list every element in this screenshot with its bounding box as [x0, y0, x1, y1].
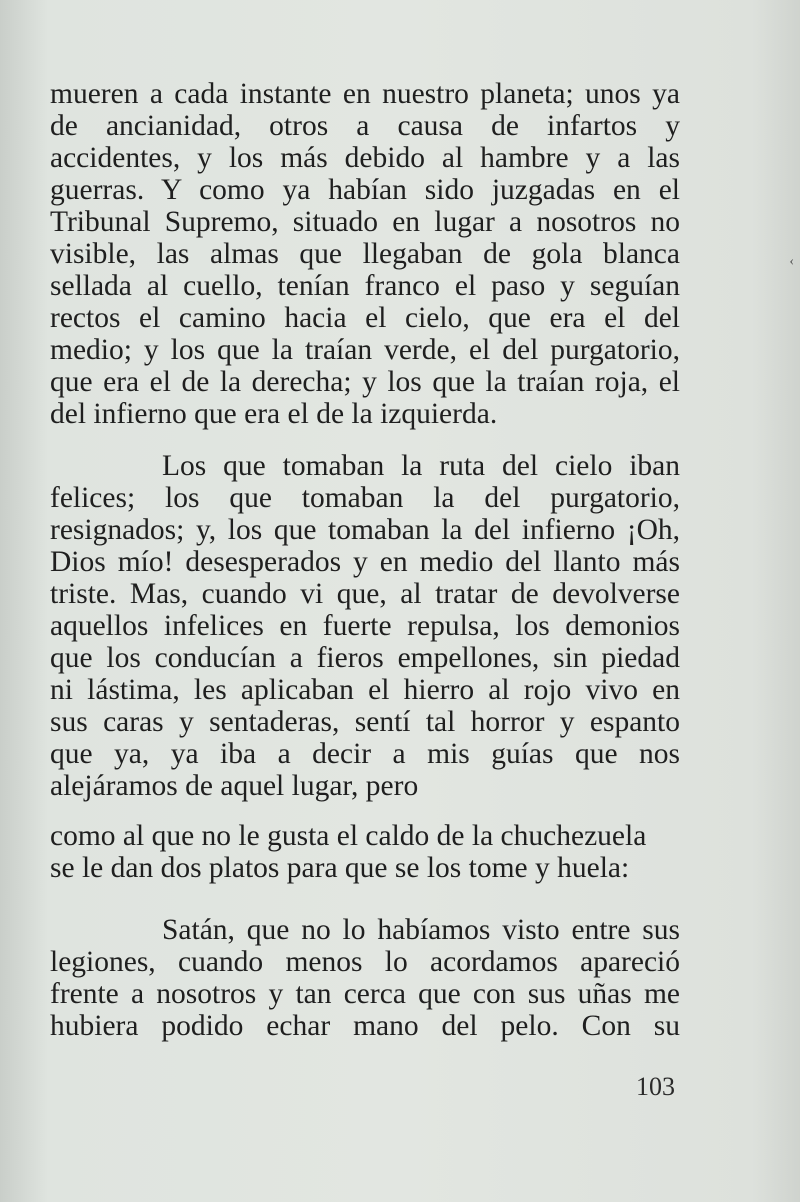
text-line: rectos el camino hacia el cielo, que era el del: [50, 302, 680, 334]
text-line: del infierno que era el de la izquierda.: [50, 398, 498, 430]
text-line: accidentes, y los más debido al hambre y a las: [50, 142, 680, 174]
text-line: medio; y los que la traían verde, el del purgatorio,: [50, 334, 680, 366]
text-line: visible, las almas que llegaban de gola blanca: [50, 238, 680, 270]
text-line: que los conducían a fieros empellones, sin piedad: [50, 642, 680, 674]
paragraph-2: [50, 450, 680, 802]
paragraph-4: [50, 914, 680, 1042]
text-line: sellada al cuello, tenían franco el paso y seguían: [50, 270, 680, 302]
text-line: sus caras y sentaderas, sentí tal horror y espanto: [50, 706, 680, 738]
page-number: 103: [636, 1072, 675, 1101]
paragraph-1: [50, 78, 680, 430]
text-line: hubiera podido echar mano del pelo. Con su: [50, 1010, 680, 1042]
text-line: triste. Mas, cuando vi que, al tratar de devolverse: [50, 578, 680, 610]
text-line: que era el de la derecha; y los que la traían roja, el: [50, 366, 680, 398]
text-line: Satán, que no lo habíamos visto entre sus: [162, 914, 680, 946]
text-line: Tribunal Supremo, situado en lugar a nosotros no: [50, 206, 680, 238]
text-line: legiones, cuando menos lo acordamos apareció: [50, 946, 680, 978]
text-line: mueren a cada instante en nuestro planeta; unos ya: [50, 78, 680, 110]
verse-line: como al que no le gusta el caldo de la chuchezuela: [50, 820, 647, 852]
verse-line: se le dan dos platos para que se los tome y huela:: [50, 852, 630, 884]
text-line: guerras. Y como ya habían sido juzgadas en el: [50, 174, 680, 206]
text-line: aquellos infelices en fuerte repulsa, los demonios: [50, 610, 680, 642]
text-line: ni lástima, les aplicaban el hierro al rojo vivo en: [50, 674, 680, 706]
text-line: resignados; y, los que tomaban la del infierno ¡Oh,: [50, 514, 680, 546]
text-line: de ancianidad, otros a causa de infartos y: [50, 110, 680, 142]
verse-couplet: [50, 820, 680, 884]
margin-mark: ‹: [789, 254, 794, 269]
text-line: Dios mío! desesperados y en medio del llanto más: [50, 546, 680, 578]
text-line: felices; los que tomaban la del purgatorio,: [50, 482, 680, 514]
text-line: que ya, ya iba a decir a mis guías que nos: [50, 738, 680, 770]
text-line: alejáramos de aquel lugar, pero: [50, 770, 419, 802]
text-line: frente a nosotros y tan cerca que con sus uñas me: [50, 978, 680, 1010]
text-line: Los que tomaban la ruta del cielo iban: [162, 450, 680, 482]
